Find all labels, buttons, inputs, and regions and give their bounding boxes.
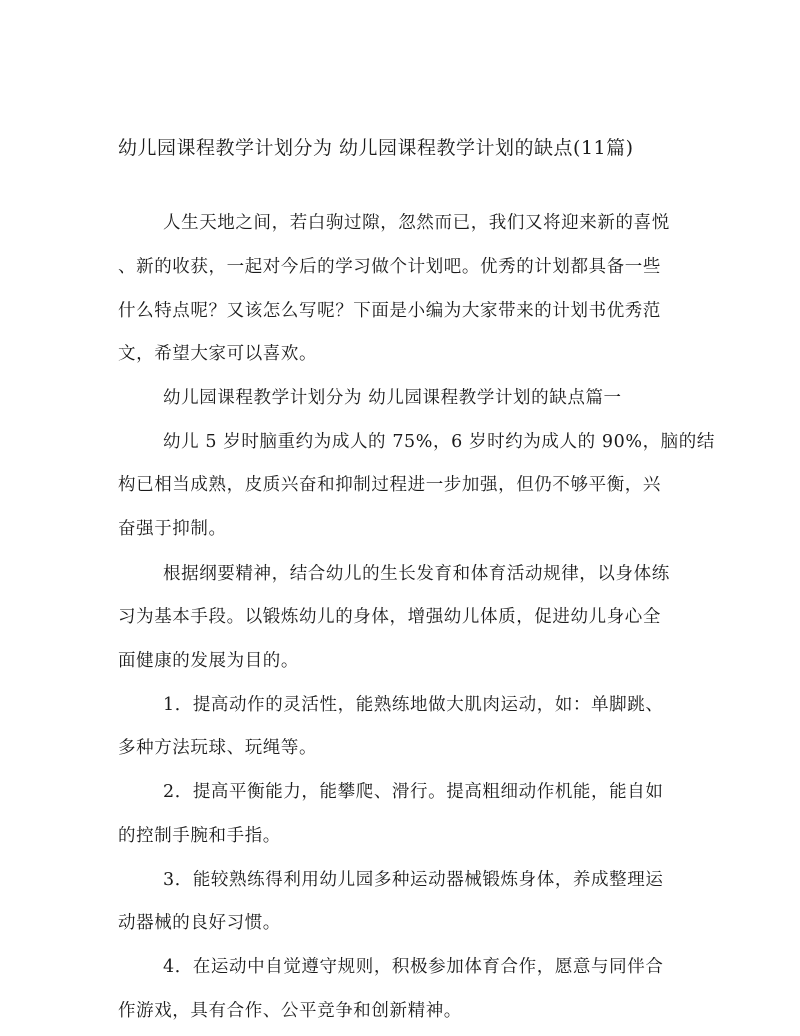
list-item-line: 动器械的良好习惯。: [118, 913, 281, 933]
list-item-line: 1．提高动作的灵活性，能熟练地做大肌肉运动，如：单脚跳、: [163, 695, 664, 715]
list-item-line: 作游戏，具有合作、公平竞争和创新精神。: [118, 1001, 462, 1021]
paragraph-line: 奋强于抑制。: [118, 519, 227, 539]
paragraph-line: 习为基本手段。以锻炼幼儿的身体，增强幼儿体质，促进幼儿身心全: [118, 607, 661, 627]
list-item-line: 4．在运动中自觉遵守规则，积极参加体育合作，愿意与同伴合: [163, 957, 664, 977]
paragraph-line: 面健康的发展为目的。: [118, 651, 299, 671]
list-item-line: 2．提高平衡能力，能攀爬、滑行。提高粗细动作机能，能自如: [163, 782, 664, 802]
paragraph-line: 人生天地之间，若白驹过隙，忽然而已，我们又将迎来新的喜悦: [163, 213, 670, 233]
paragraph-line: 幼儿 5 岁时脑重约为成人的 75%，6 岁时约为成人的 90%，脑的结: [163, 432, 715, 452]
paragraph-line: 什么特点呢？又该怎么写呢？下面是小编为大家带来的计划书优秀范: [118, 301, 661, 321]
paragraph-line: 构已相当成熟，皮质兴奋和抑制过程进一步加强，但仍不够平衡，兴: [118, 475, 661, 495]
list-item-line: 多种方法玩球、玩绳等。: [118, 738, 318, 758]
paragraph-line: 、新的收获，一起对今后的学习做个计划吧。优秀的计划都具备一些: [118, 257, 661, 277]
list-item-line: 3．能较熟练得利用幼儿园多种运动器械锻炼身体，养成整理运: [163, 870, 664, 890]
paragraph-line: 文，希望大家可以喜欢。: [118, 344, 318, 364]
paragraph-line: 根据纲要精神，结合幼儿的生长发育和体育活动规律，以身体练: [163, 564, 670, 584]
document-title: 幼儿园课程教学计划分为 幼儿园课程教学计划的缺点(11篇): [118, 137, 634, 159]
section-heading: 幼儿园课程教学计划分为 幼儿园课程教学计划的缺点篇一: [163, 388, 622, 408]
list-item-line: 的控制手腕和手指。: [118, 826, 281, 846]
